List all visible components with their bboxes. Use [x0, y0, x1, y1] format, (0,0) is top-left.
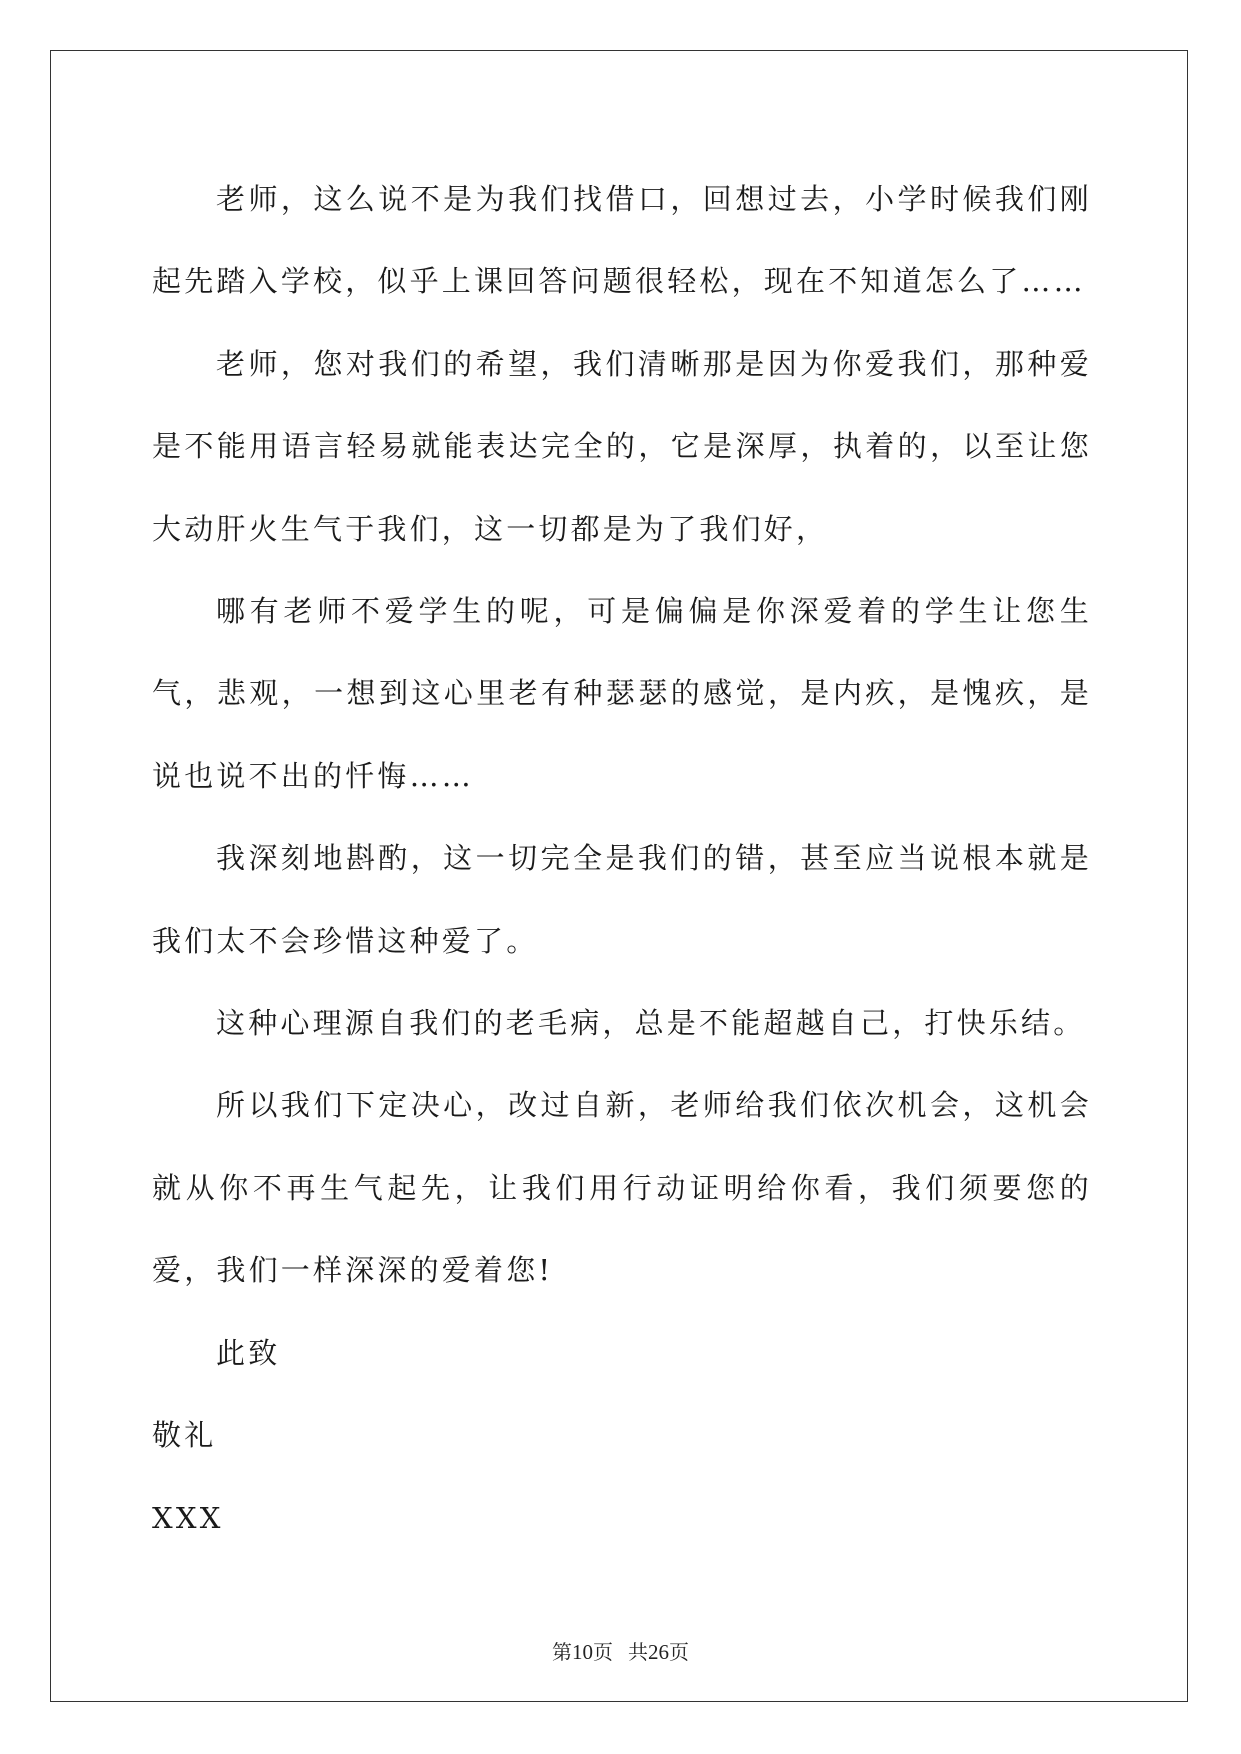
letter-body	[152, 158, 1092, 1559]
salutation-text: 敬礼	[152, 1418, 217, 1453]
footer-total-prefix: 共	[628, 1642, 648, 1664]
paragraph: 老师，您对我们的希望，我们清晰那是因为你爱我们，那种爱是不能用语言轻易就能表达完全的，它是深厚，执着的，以至让您大动肝火生气于我们，这一切都是为了我们好，	[152, 346, 1092, 546]
closing-text: 此致	[216, 1335, 281, 1370]
footer-total-suffix: 页	[669, 1642, 689, 1664]
paragraph: 我深刻地斟酌，这一切完全是我们的错，甚至应当说根本就是我们太不会珍惜这种爱了。	[152, 841, 1092, 958]
signature-text: XXX	[152, 1500, 224, 1535]
page-number: 10	[572, 1640, 593, 1664]
paragraph: 哪有老师不爱学生的呢，可是偏偏是你深爱着的学生让您生气，悲观，一想到这心里老有种瑟瑟的感觉，是内疚，是愧疚，是说也说不出的忏悔……	[152, 594, 1092, 793]
total-pages: 26	[648, 1640, 669, 1664]
paragraph: 老师，这么说不是为我们找借口，回想过去，小学时候我们刚起先踏入学校，似乎上课回答问题很轻松，现在不知道怎么了……	[152, 182, 1092, 299]
paragraph: 这种心理源自我们的老毛病，总是不能超越自己，打快乐结。	[216, 1006, 1086, 1041]
paragraph: 所以我们下定决心，改过自新，老师给我们依次机会，这机会就从你不再生气起先，让我们用行动证明给你看，我们须要您的爱，我们一样深深的爱着您!	[152, 1088, 1092, 1288]
page-footer	[0, 1636, 1241, 1665]
footer-prefix: 第	[552, 1642, 572, 1664]
footer-page-suffix: 页	[593, 1642, 613, 1664]
